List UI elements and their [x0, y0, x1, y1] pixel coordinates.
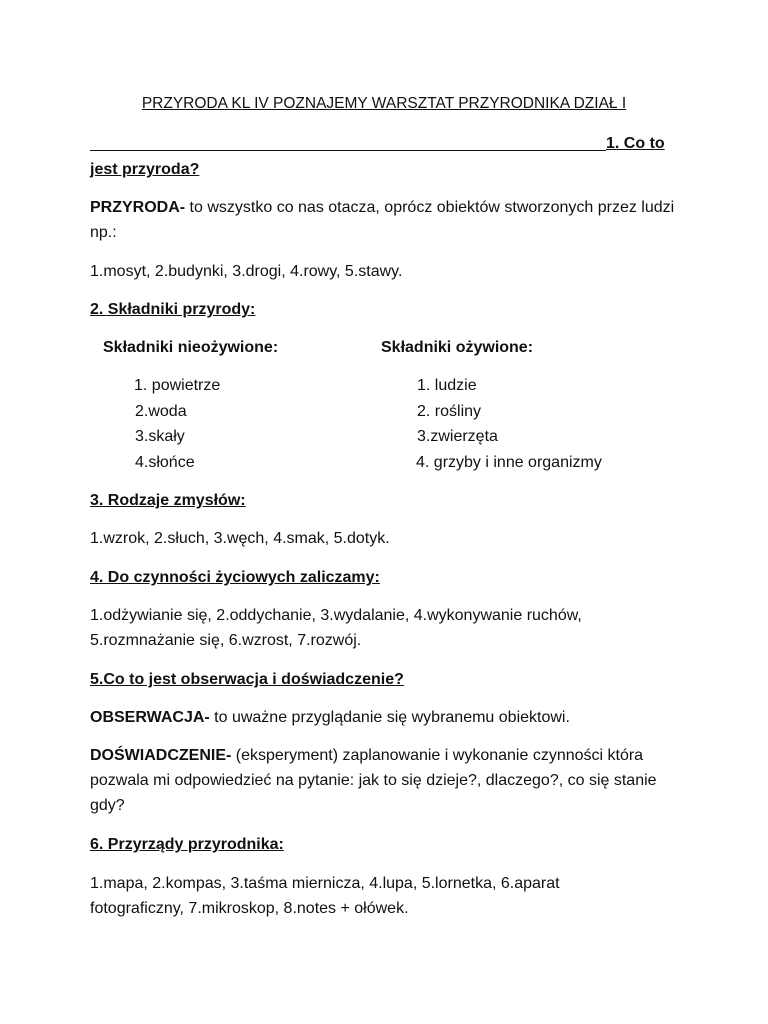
section-5-heading: 5.Co to jest obserwacja i doświadczenie? [90, 671, 404, 688]
przyroda-definition [90, 198, 674, 218]
section-2-heading: 2. Składniki przyrody: [90, 301, 256, 318]
przyroda-term: PRZYRODA- [90, 199, 186, 216]
section-6-heading: 6. Przyrządy przyrodnika: [90, 836, 284, 853]
left-item: 3.skały [135, 428, 185, 445]
column-right-heading: Składniki ożywione: [381, 339, 534, 356]
section-3-heading: 3. Rodzaje zmysłów: [90, 492, 246, 509]
right-item: 3.zwierzęta [417, 428, 498, 445]
instruments-line-1: 1.mapa, 2.kompas, 3.taśma miernicza, 4.lupa, 5.lornetka, 6.aparat [90, 875, 560, 892]
underline-rule [90, 150, 606, 151]
doswiadczenie-text: (eksperyment) zaplanowanie i wykonanie czynności która [231, 747, 644, 764]
section-1-number: 1. Co to [606, 135, 665, 152]
document-title: PRZYRODA KL IV POZNAJEMY WARSZTAT PRZYRODNIKA DZIAŁ I [141, 95, 627, 112]
obserwacja-definition [90, 708, 570, 728]
right-item: 2. rośliny [417, 403, 482, 420]
right-item: 4. grzyby i inne organizmy [416, 454, 602, 471]
left-item: 2.woda [135, 403, 187, 420]
section-1-heading: jest przyroda? [90, 161, 200, 178]
obserwacja-term: OBSERWACJA- [90, 709, 210, 726]
doswiadczenie-term: DOŚWIADCZENIE- [90, 747, 232, 764]
life-functions-line-2: 5.rozmnażanie się, 6.wzrost, 7.rozwój. [90, 632, 362, 649]
przyroda-text: to wszystko co nas otacza, oprócz obiektów stworzonych przez ludzi [185, 199, 675, 216]
left-item: 4.słońce [135, 454, 195, 471]
obserwacja-text: to uważne przyglądanie się wybranemu obiektowi. [209, 709, 570, 726]
senses-line: 1.wzrok, 2.słuch, 3.węch, 4.smak, 5.dotyk. [90, 530, 390, 547]
przyroda-definition-cont: np.: [90, 224, 117, 241]
right-item: 1. ludzie [417, 377, 477, 394]
column-left-heading: Składniki nieożywione: [103, 339, 279, 356]
doswiadczenie-definition [90, 746, 643, 766]
examples-line: 1.mosyt, 2.budynki, 3.drogi, 4.rowy, 5.stawy. [90, 263, 403, 280]
section-4-heading: 4. Do czynności życiowych zaliczamy: [90, 569, 380, 586]
doswiadczenie-line-3: gdy? [90, 797, 125, 814]
doswiadczenie-line-2: pozwala mi odpowiedzieć na pytanie: jak to się dzieje?, dlaczego?, co się stanie [90, 772, 657, 789]
left-item: 1. powietrze [134, 377, 221, 394]
instruments-line-2: fotograficzny, 7.mikroskop, 8.notes + ołówek. [90, 900, 409, 917]
life-functions-line-1: 1.odżywianie się, 2.oddychanie, 3.wydalanie, 4.wykonywanie ruchów, [90, 607, 582, 624]
